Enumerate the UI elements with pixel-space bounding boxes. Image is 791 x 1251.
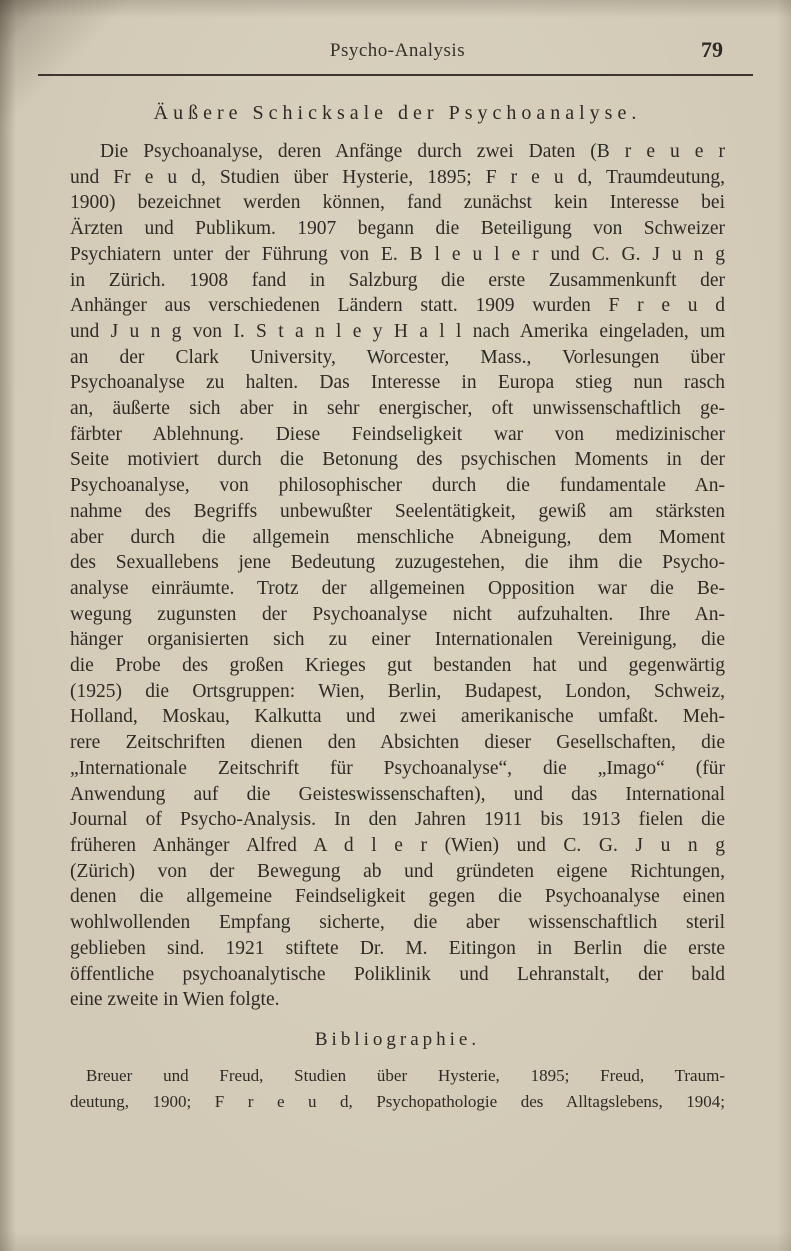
body-line: wohlwollenden Empfang sicherte, die aber wissenschaftlich steril bbox=[70, 912, 725, 934]
body-line: die Probe des großen Krieges gut bestanden hat und gegenwärtig bbox=[70, 655, 725, 677]
body-line: wegung zugunsten der Psychoanalyse nicht aufzuhalten. Ihre An- bbox=[70, 603, 725, 625]
body-line: Psychoanalyse, von philosophischer durch die fundamentale An- bbox=[70, 475, 725, 497]
body-line: an der Clark University, Worcester, Mass., Vorlesungen über bbox=[70, 346, 725, 368]
body-line: 1900) bezeichnet werden können, fand zunächst kein Interesse bei bbox=[70, 192, 725, 214]
body-line: aber durch die allgemein menschliche Abneigung, dem Moment bbox=[70, 526, 725, 548]
body-line: öffentliche psychoanalytische Poliklinik und Lehranstalt, der bald bbox=[70, 963, 725, 985]
body-line: Holland, Moskau, Kalkutta und zwei amerikanische umfaßt. Meh- bbox=[70, 706, 725, 728]
body-line: Journal of Psycho-Analysis. In den Jahren 1911 bis 1913 fielen die bbox=[70, 809, 725, 831]
body-line: Anwendung auf die Geisteswissenschaften), und das International bbox=[70, 783, 725, 805]
body-line: früheren Anhänger Alfred A d l e r (Wien) und C. G. J u n g bbox=[70, 834, 725, 856]
body-line: Seite motiviert durch die Betonung des psychischen Moments in der bbox=[70, 449, 725, 471]
body-line: nahme des Begriffs unbewußter Seelentätigkeit, gewiß am stärksten bbox=[70, 500, 725, 522]
bibliography-line: deutung, 1900; F r e u d, Psychopathologie des Alltagslebens, 1904; bbox=[70, 1091, 725, 1111]
body-line: hänger organisierten sich zu einer Internationalen Vereinigung, die bbox=[70, 629, 725, 651]
header-rule bbox=[38, 74, 753, 76]
bibliography-title: Bibliographie. bbox=[314, 1028, 481, 1050]
body-line: geblieben sind. 1921 stiftete Dr. M. Eitingon in Berlin die erste bbox=[70, 937, 725, 959]
page-number: 79 bbox=[701, 37, 723, 62]
body-line: Psychiatern unter der Führung von E. B l e u l e r und C. G. J u n g bbox=[70, 243, 725, 265]
body-line: rere Zeitschriften dienen den Absichten dieser Gesellschaften, die bbox=[70, 732, 725, 754]
page-header bbox=[70, 37, 725, 66]
body-line: des Sexuallebens jene Bedeutung zuzugestehen, die ihm die Psycho- bbox=[70, 552, 725, 574]
body-line: Psychoanalyse zu halten. Das Interesse in Europa stieg nun rasch bbox=[70, 372, 725, 394]
body-line: und J u n g von I. S t a n l e y H a l l nach Amerika eingeladen, um bbox=[70, 320, 725, 342]
body-line: Die Psychoanalyse, deren Anfänge durch zwei Daten (B r e u e r bbox=[100, 141, 725, 162]
body-line: in Zürich. 1908 fand in Salzburg die erste Zusammenkunft der bbox=[70, 269, 725, 291]
body-text bbox=[70, 139, 725, 1013]
body-line: eine zweite in Wien folgte. bbox=[70, 989, 280, 1011]
body-line: (1925) die Ortsgruppen: Wien, Berlin, Budapest, London, Schweiz, bbox=[70, 680, 725, 702]
running-title: Psycho-Analysis bbox=[329, 40, 466, 61]
body-line: färbter Ablehnung. Diese Feindseligkeit war von medizinischer bbox=[70, 423, 725, 445]
body-line: analyse einräumte. Trotz der allgemeinen Opposition war die Be- bbox=[70, 577, 725, 599]
body-line: und Fr e u d, Studien über Hysterie, 1895; F r e u d, Traumdeutung, bbox=[70, 166, 725, 188]
body-line: an, äußerte sich aber in sehr energischer, oft unwissenschaftlich ge- bbox=[70, 398, 725, 420]
bibliography-line: Breuer und Freud, Studien über Hysterie, 1895; Freud, Traum- bbox=[86, 1065, 725, 1085]
body-line: denen die allgemeine Feindseligkeit gegen die Psychoanalyse einen bbox=[70, 886, 725, 908]
body-line: Anhänger aus verschiedenen Ländern statt. 1909 wurden F r e u d bbox=[70, 295, 725, 317]
bibliography-text bbox=[70, 1063, 725, 1115]
body-line: (Zürich) von der Bewegung ab und gründeten eigene Richtungen, bbox=[70, 860, 725, 882]
body-line: Ärzten und Publikum. 1907 begann die Beteiligung von Schweizer bbox=[70, 218, 725, 240]
body-line: „Internationale Zeitschrift für Psychoanalyse“, die „Imago“ (für bbox=[70, 757, 725, 779]
section-title: Äußere Schicksale der Psychoanalyse. bbox=[153, 102, 642, 124]
